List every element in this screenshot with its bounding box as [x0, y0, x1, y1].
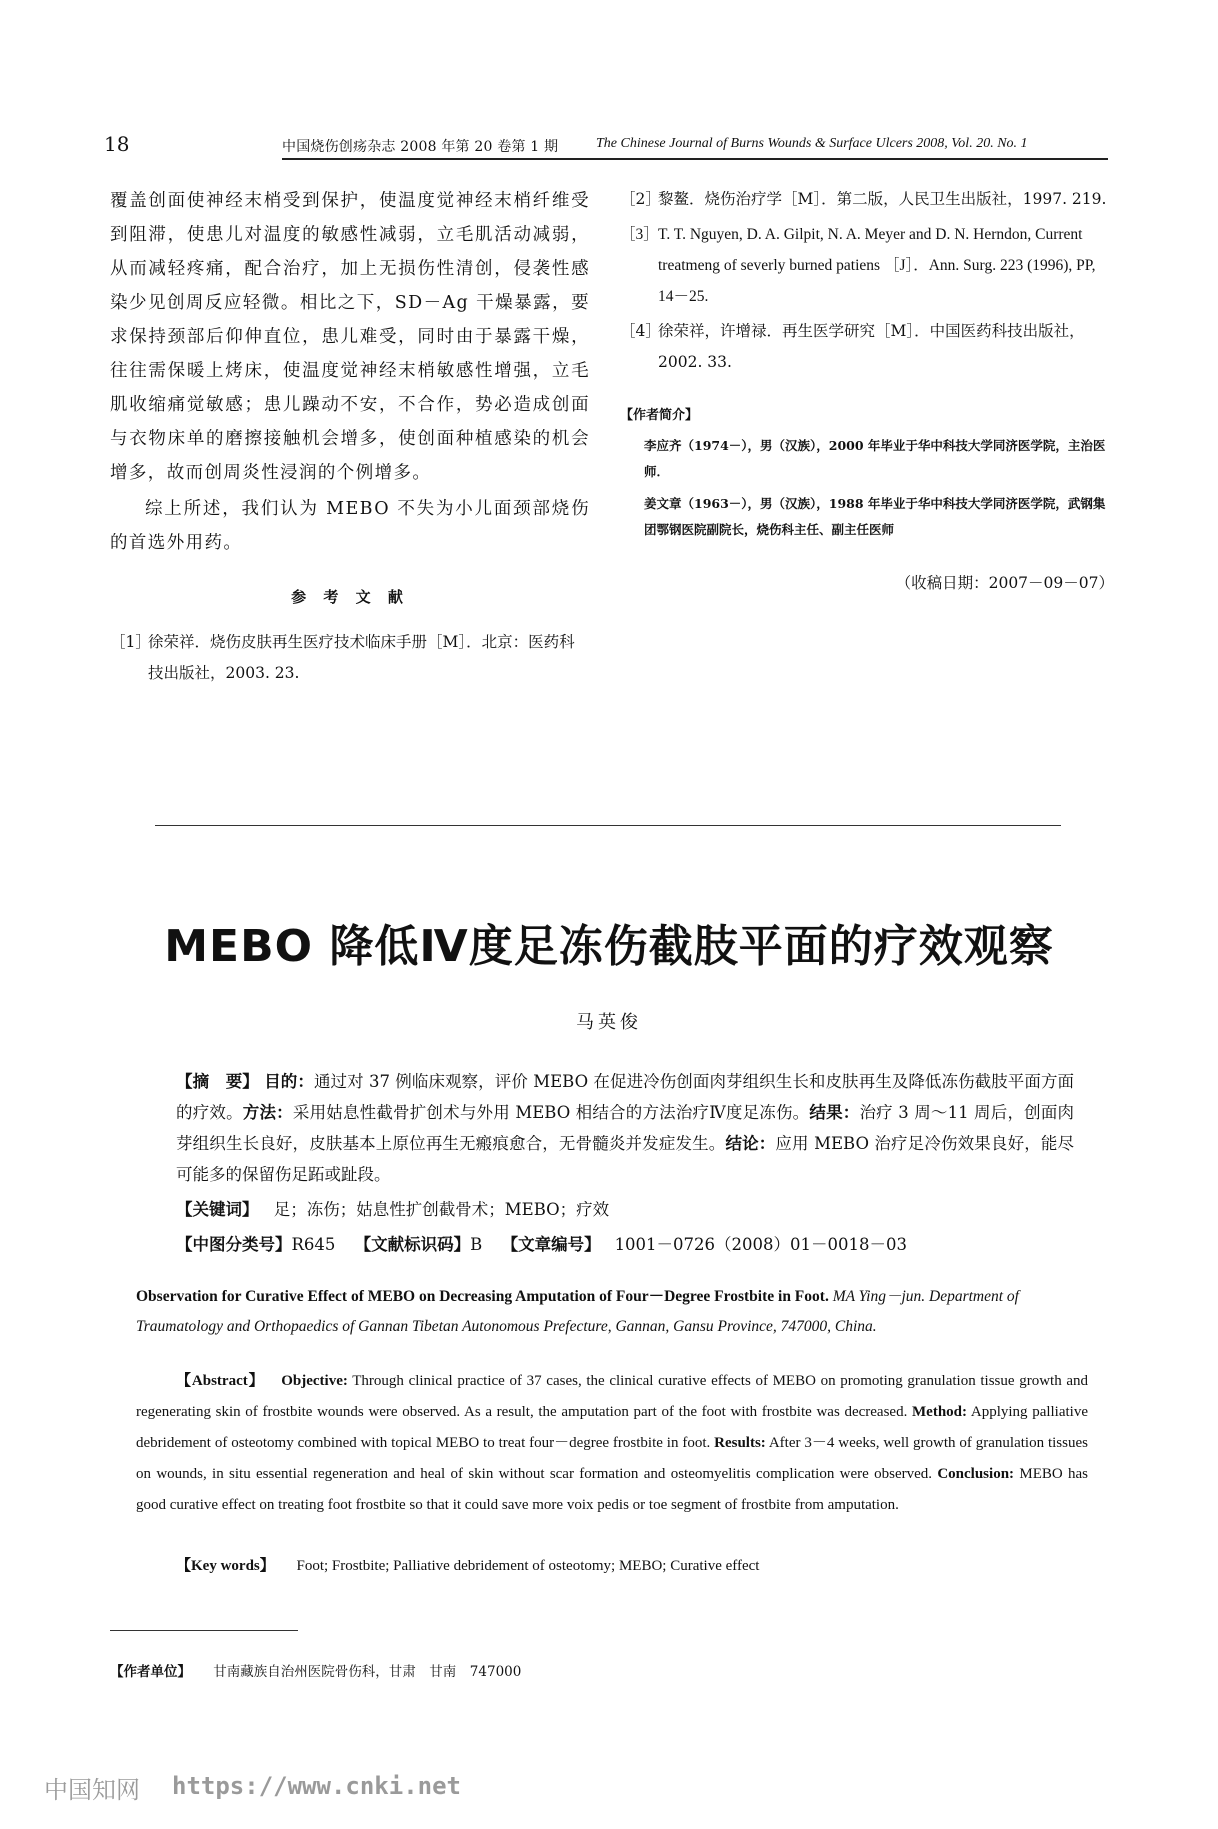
author-bio: 李应齐（1974－），男（汉族），2000 年毕业于华中科技大学同济医学院，主治医师． — [644, 438, 1106, 479]
conclusion-paragraph: 综上所述，我们认为 MEBO 不失为小儿面颈部烧伤的首选外用药。 — [110, 499, 590, 553]
reference-number: ［2］ — [620, 190, 661, 208]
reference-number: ［3］ — [620, 226, 659, 243]
left-column — [110, 184, 590, 693]
footnote-rule — [110, 1630, 298, 1631]
keywords-text: 足；冻伤；姑息性扩创截骨术；MEBO；疗效 — [273, 1200, 610, 1219]
objective-text: 通过对 37 例临床观察，评价 MEBO 在促进冷伤创面肉芽组织生长和皮肤再生及降低冻伤截肢平面方面的疗效。 — [176, 1072, 1075, 1122]
reference-text: 黎鳌．烧伤治疗学［M］．第二版，人民卫生出版社，1997. 219. — [658, 190, 1107, 208]
author-affiliation-footnote — [110, 1660, 521, 1680]
author-bio: 姜文章（1963－），男（汉族），1988 年毕业于华中科技大学同济医学院，武钢集团鄂钢医院副院长，烧伤科主任、副主任医师 — [644, 496, 1106, 537]
journal-title-en: The Chinese Journal of Burns Wounds & Surface Ulcers 2008, Vol. 20. No. 1 — [596, 136, 1028, 151]
references-heading: 参 考 文 献 — [291, 588, 409, 606]
keywords-line — [176, 1196, 609, 1220]
body-paragraph: 覆盖创面使神经末梢受到保护，使温度觉神经末梢纤维受到阻滞，使患儿对温度的敏感性减弱，立毛肌活动减弱，从而减轻疼痛，配合治疗，加上无损伤性清创，侵袭性感染少见创周反应轻微。相比之下，SD－Ag 干燥暴露，要求保持颈部后仰伸直位，患儿难受，同时由于暴露干燥，往往需保暖上烤床，使温度觉神经末梢敏感性增强，立毛肌收缩痛觉敏感；患儿躁动不安，不合作，势必造成创面与衣物床单的磨擦接触机会增多，使创面种植感染的机会增多，故而创周炎性浸润的个例增多。 — [110, 191, 590, 483]
journal-title-cn: 中国烧伤创疡杂志 2008 年第 20 卷第 1 期 — [282, 139, 559, 155]
cnki-watermark-url: https://www.cnki.net — [172, 1772, 461, 1800]
method-label: 方法： — [242, 1103, 293, 1122]
reference-number: ［4］ — [620, 322, 661, 340]
en-keywords-label: 【Key words】 — [176, 1558, 275, 1574]
result-text: 治疗 3 周～11 周后，创面肉芽组织生长良好，皮肤基本上原位再生无瘢痕愈合，无骨髓炎并发症发生。 — [176, 1103, 1075, 1153]
doc-id-value: B — [470, 1235, 483, 1254]
abstract-label: 【摘 要】 — [176, 1072, 259, 1091]
english-abstract — [136, 1366, 1088, 1521]
article-no-label: 【文章编号】 — [501, 1235, 601, 1254]
affiliation-label: 【作者单位】 — [110, 1664, 191, 1680]
en-conclusion-label: Conclusion: — [937, 1466, 1015, 1482]
conclusion-label: 结论： — [725, 1134, 776, 1153]
reference-text: 徐荣祥．烧伤皮肤再生医疗技术临床手册［M］．北京：医药科技出版社，2003. 23. — [148, 633, 575, 682]
english-author-affiliation: MA Ying－jun. Department of Traumatology and Orthopaedics of Gannan Tibetan Autonomous Prefecture, Gannan, Gansu Province, 747000, China. — [136, 1288, 1019, 1335]
right-column — [620, 184, 1114, 593]
section-divider — [155, 825, 1061, 826]
en-results-text: After 3－4 weeks, well growth of granulation tissues on wounds, in situ essential regeneration and heal of skin without scar formation and osteomyelitis complication were observed. — [136, 1435, 1088, 1482]
reference-item — [620, 219, 1114, 312]
en-abstract-label: 【Abstract】 — [176, 1373, 265, 1389]
cls-value: R645 — [291, 1235, 336, 1254]
header-rule — [282, 158, 1108, 160]
result-label: 结果： — [809, 1103, 860, 1122]
chinese-abstract — [176, 1066, 1074, 1190]
en-method-label: Method: — [912, 1404, 968, 1420]
keywords-label: 【关键词】 — [176, 1200, 259, 1219]
reference-item — [110, 627, 590, 689]
article-author: 马英俊 — [576, 1012, 642, 1033]
en-conclusion-text: MEBO has good curative effect on treating foot frostbite so that it could save more voix pedis or toe segment of frostbite from amputation. — [136, 1466, 1089, 1513]
english-keywords-line — [176, 1554, 759, 1575]
reference-text: 徐荣祥，许增禄．再生医学研究［M］．中国医药科技出版社，2002. 33. — [658, 322, 1085, 371]
cls-label: 【中图分类号】 — [176, 1235, 292, 1254]
en-method-text: Applying palliative debridement of osteotomy combined with topical MEBO to treat four－degree frostbite in foot. — [136, 1404, 1089, 1451]
en-objective-label: Objective: — [281, 1373, 348, 1389]
classification-line — [176, 1231, 907, 1255]
author-intro-heading: 【作者简介】 — [620, 408, 699, 423]
doc-id-label: 【文献标识码】 — [354, 1235, 471, 1254]
english-title: Observation for Curative Effect of MEBO on Decreasing Amputation of Four－Degree Frostbite in Foot. — [136, 1288, 829, 1305]
en-results-label: Results: — [714, 1435, 766, 1451]
objective-label: 目的： — [264, 1072, 314, 1091]
article-no-value: 1001－0726（2008）01－0018－03 — [614, 1235, 908, 1254]
en-keywords-text: Foot; Frostbite; Palliative debridement of osteotomy; MEBO; Curative effect — [296, 1558, 760, 1574]
reference-item — [620, 184, 1114, 215]
received-date: （收稿日期：2007－09－07） — [895, 574, 1114, 592]
article-title: MEBO 降低Ⅳ度足冻伤截肢平面的疗效观察 — [164, 921, 1054, 972]
page-number: 18 — [104, 132, 130, 156]
conclusion-text: 应用 MEBO 治疗足冷伤效果良好，能尽可能多的保留伤足跖或趾段。 — [176, 1134, 1075, 1184]
method-text: 采用姑息性截骨扩创术与外用 MEBO 相结合的方法治疗Ⅳ度足冻伤。 — [292, 1103, 810, 1122]
english-title-block — [136, 1282, 1088, 1342]
reference-text: T. T. Nguyen, D. A. Gilpit, N. A. Meyer and D. N. Herndon, Current treatmeng of severly burned patiens ［J］．Ann. Surg. 223 (1996), PP, 14－25. — [658, 226, 1096, 305]
en-objective-text: Through clinical practice of 37 cases, the clinical curative effects of MEBO on promoting granulation tissue growth and regenerating skin of frostbite wounds were observed. As a result, the amputation part of the foot with frostbite was decreased. — [136, 1373, 1089, 1420]
affiliation-text: 甘南藏族自治州医院骨伤科，甘肃 甘南 747000 — [213, 1664, 522, 1680]
reference-item — [620, 316, 1114, 378]
cnki-watermark-logo: 中国知网 — [44, 1776, 140, 1804]
reference-number: ［1］ — [110, 633, 151, 651]
